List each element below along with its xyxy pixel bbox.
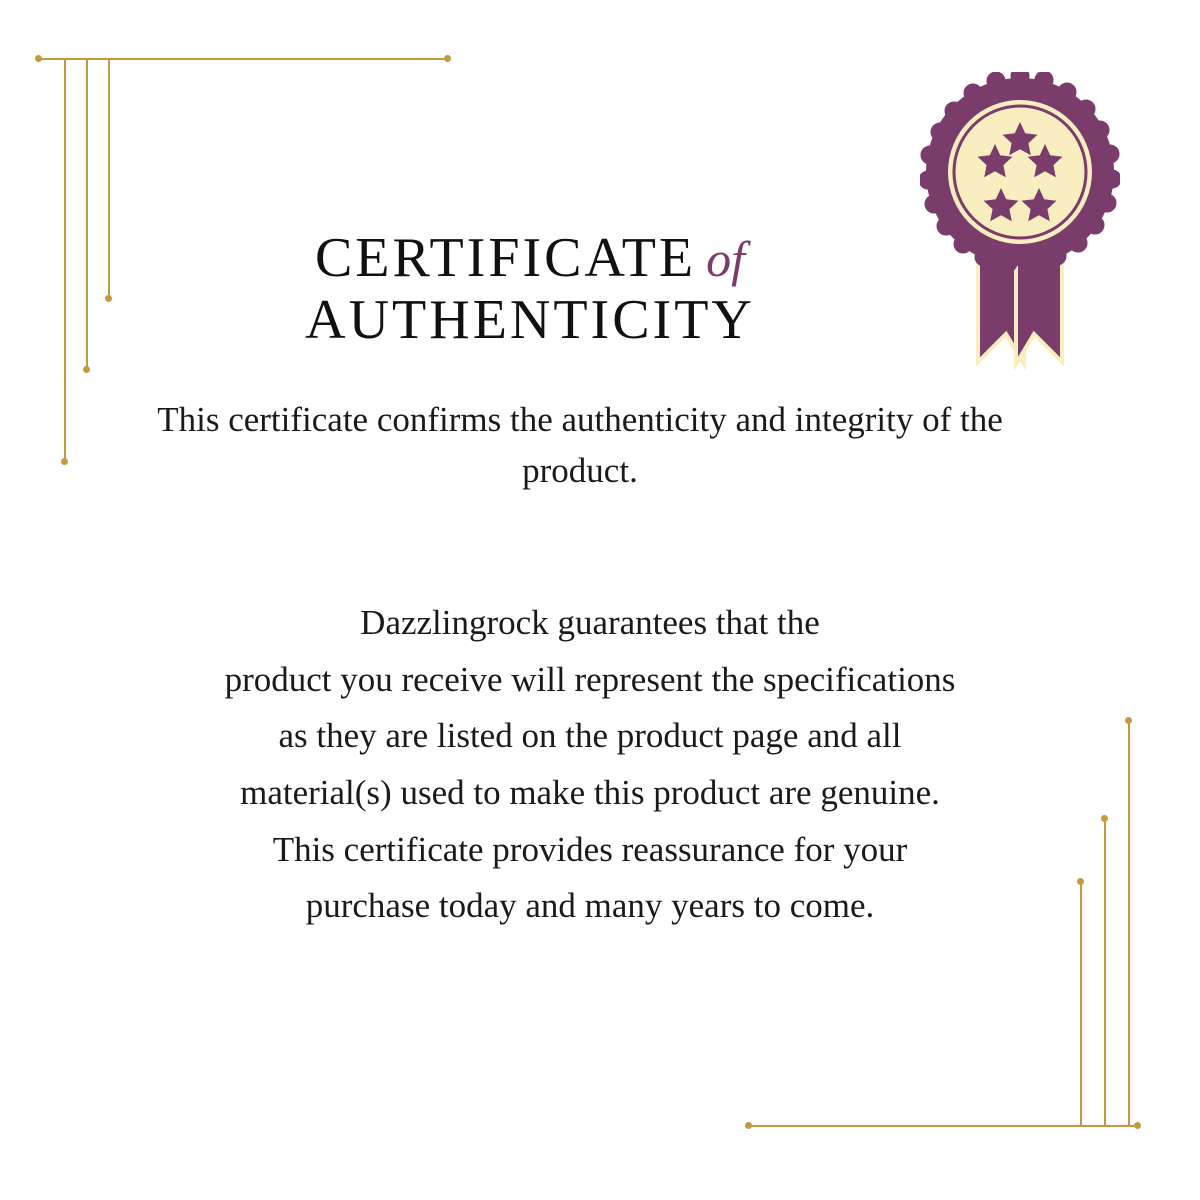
certificate-subtitle — [120, 395, 1040, 497]
body-line: purchase today and many years to come. — [305, 886, 875, 926]
ornament-dot — [1101, 815, 1108, 822]
title-line-two: AUTHENTICITY — [305, 289, 755, 352]
certificate-body — [90, 595, 1090, 935]
body-line: product you receive will represent the specifications — [224, 659, 956, 699]
award-ribbon-icon — [920, 72, 1120, 372]
ornament-line-vertical — [1104, 820, 1106, 1127]
body-line: This certificate provides reassurance for your — [272, 829, 908, 869]
ornament-dot — [83, 366, 90, 373]
body-line: material(s) used to make this product are genuine. — [240, 773, 940, 813]
ornament-dot — [745, 1122, 752, 1129]
ornament-line-vertical — [64, 58, 66, 463]
title-line-one — [150, 228, 910, 288]
ornament-line-vertical — [108, 58, 110, 300]
ornament-dot — [444, 55, 451, 62]
ornament-line-horizontal — [38, 58, 450, 60]
ornament-dot — [1134, 1122, 1141, 1129]
title-certificate-word: CERTIFICATE — [314, 227, 697, 289]
title-of-word: of — [706, 231, 746, 287]
ornament-dot — [105, 295, 112, 302]
ornament-line-vertical — [86, 58, 88, 371]
ornament-dot — [1125, 717, 1132, 724]
subtitle-line: This certificate confirms the authenticity and — [157, 400, 787, 439]
body-line: Dazzlingrock guarantees that the — [360, 603, 820, 642]
ornament-dot — [35, 55, 42, 62]
ornament-line-vertical — [1128, 723, 1130, 1127]
ornament-dot — [61, 458, 68, 465]
page-title — [150, 228, 910, 351]
subtitle-line: integrity of the product. — [522, 400, 1003, 490]
body-line: as they are listed on the product page and all — [278, 716, 902, 756]
